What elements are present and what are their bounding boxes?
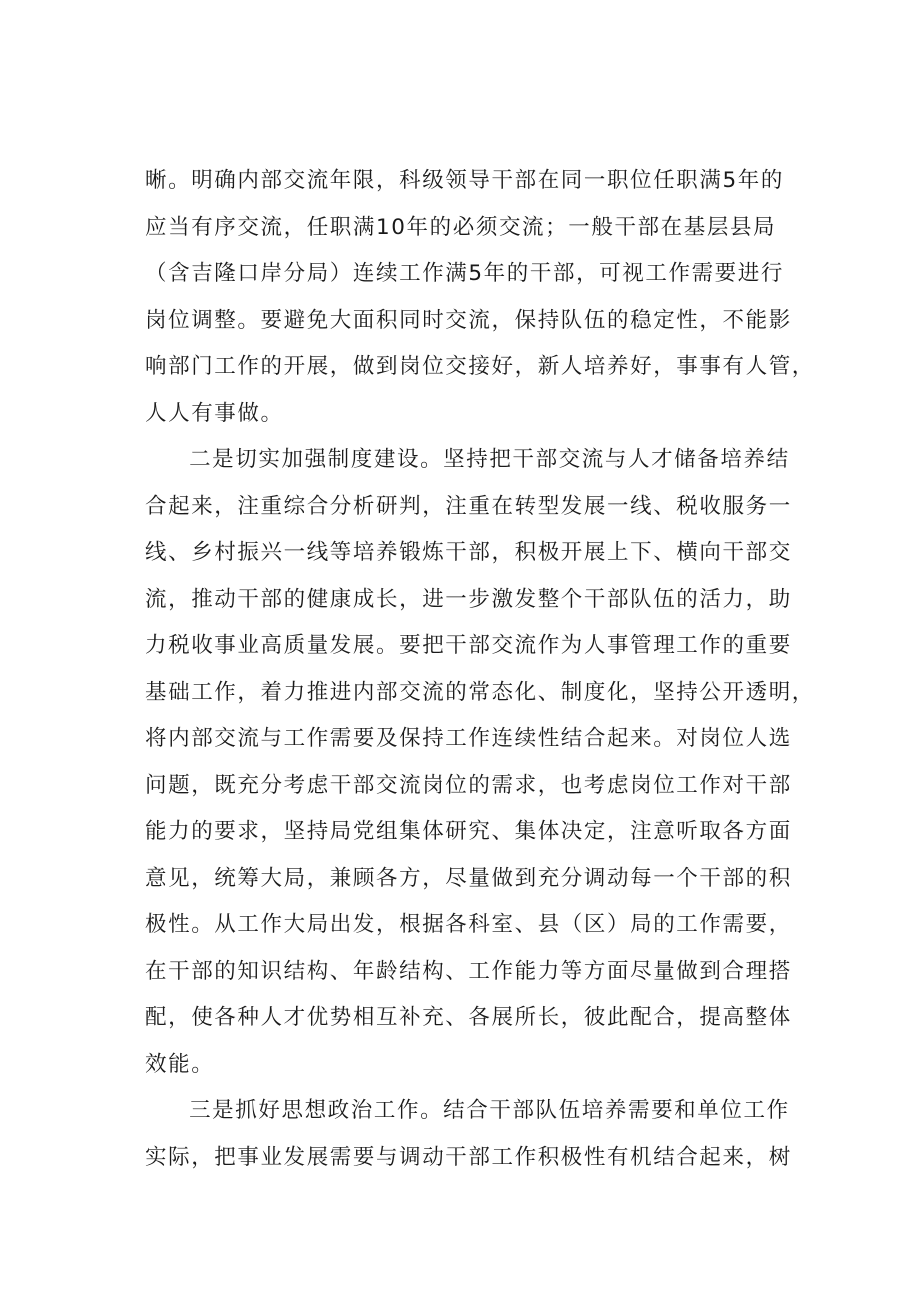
- text-line: 应当有序交流，任职满10年的必须交流；一般干部在基层县局: [145, 214, 777, 240]
- text-line: 配，使各种人才优势相互补充、各展所长，彼此配合，提高整体: [145, 1005, 792, 1030]
- paragraph-1: [145, 158, 815, 437]
- text-line: 力税收事业高质量发展。要把干部交流作为人事管理工作的重要: [145, 633, 792, 658]
- document-body: [145, 158, 815, 1181]
- text-line: 晰。明确内部交流年限，科级领导干部在同一职位任职满5年的: [145, 168, 784, 193]
- text-line: 流，推动干部的健康成长，进一步激发整个干部队伍的活力，助: [145, 586, 792, 612]
- text-line: 将内部交流与工作需要及保持工作连续性结合起来。对岗位人选: [145, 726, 792, 751]
- text-line: 在干部的知识结构、年龄结构、工作能力等方面尽量做到合理搭: [145, 958, 792, 984]
- text-line: 线、乡村振兴一线等培养锻炼干部，积极开展上下、横向干部交: [145, 540, 792, 565]
- text-line: 意见，统筹大局，兼顾各方，尽量做到充分调动每一个干部的积: [145, 865, 792, 891]
- text-line: 响部门工作的开展，做到岗位交接好，新人培养好，事事有人管，: [145, 354, 815, 379]
- text-line: 能力的要求，坚持局党组集体研究、集体决定，注意听取各方面: [145, 819, 792, 844]
- paragraph-2: [145, 437, 815, 1088]
- text-line: 问题，既充分考虑干部交流岗位的需求，也考虑岗位工作对干部: [145, 772, 792, 798]
- text-line: 三是抓好思想政治工作。结合干部队伍培养需要和单位工作: [189, 1098, 790, 1123]
- text-line: 二是切实加强制度建设。坚持把干部交流与人才储备培养结: [189, 447, 790, 472]
- text-line: 基础工作，着力推进内部交流的常态化、制度化，坚持公开透明，: [145, 679, 815, 705]
- text-line: 效能。: [145, 1051, 215, 1077]
- text-line: （含吉隆口岸分局）连续工作满5年的干部，可视工作需要进行: [145, 261, 784, 286]
- text-line: 实际，把事业发展需要与调动干部工作积极性有机结合起来，树: [145, 1144, 792, 1170]
- text-line: 人人有事做。: [145, 400, 284, 426]
- paragraph-3: [145, 1088, 805, 1181]
- text-line: 极性。从工作大局出发，根据各科室、县（区）局的工作需要，: [145, 912, 792, 937]
- text-line: 合起来，注重综合分析研判，注重在转型发展一线、税收服务一: [145, 493, 792, 519]
- text-line: 岗位调整。要避免大面积同时交流，保持队伍的稳定性，不能影: [145, 307, 792, 333]
